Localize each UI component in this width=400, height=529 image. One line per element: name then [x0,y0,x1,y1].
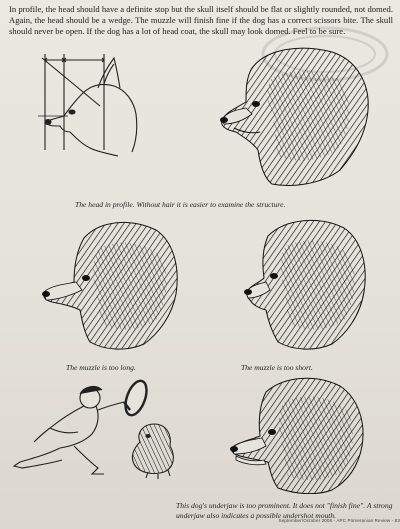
caption-muzzle-too-short: The muzzle is too short. [241,362,313,372]
caption-underjaw-too-prominent: This dog's underjaw is too prominent. It does not "finish fine". A strong underjaw also indicates a possible undershot mouth. [176,500,393,521]
judge-with-magnifier-cartoon [12,376,180,480]
underjaw-too-prominent-drawing [222,372,368,494]
page-footer: September/October 2005 - APC Pomeranian Review - 83 [278,518,400,523]
caption-muzzle-too-long: The muzzle is too long. [66,362,136,372]
intro-paragraph: In profile, the head should have a definite stop but the skull itself should be flat or slightly rounded, not domed. Again, the head should be a wedge. The muzzle will finish fine if the dog has a correct scissors bite. The skull should never be open. If the dog has a lot of head coat, the skull may look domed. Feel to be sure. [9,4,393,37]
muzzle-too-short-drawing [228,212,368,352]
head-structure-diagram [38,46,148,164]
caption-head-profile: The head in profile. Without hair it is easier to examine the structure. [75,199,286,209]
muzzle-too-long-drawing [40,212,180,352]
pomeranian-head-profile-drawing [212,38,372,188]
